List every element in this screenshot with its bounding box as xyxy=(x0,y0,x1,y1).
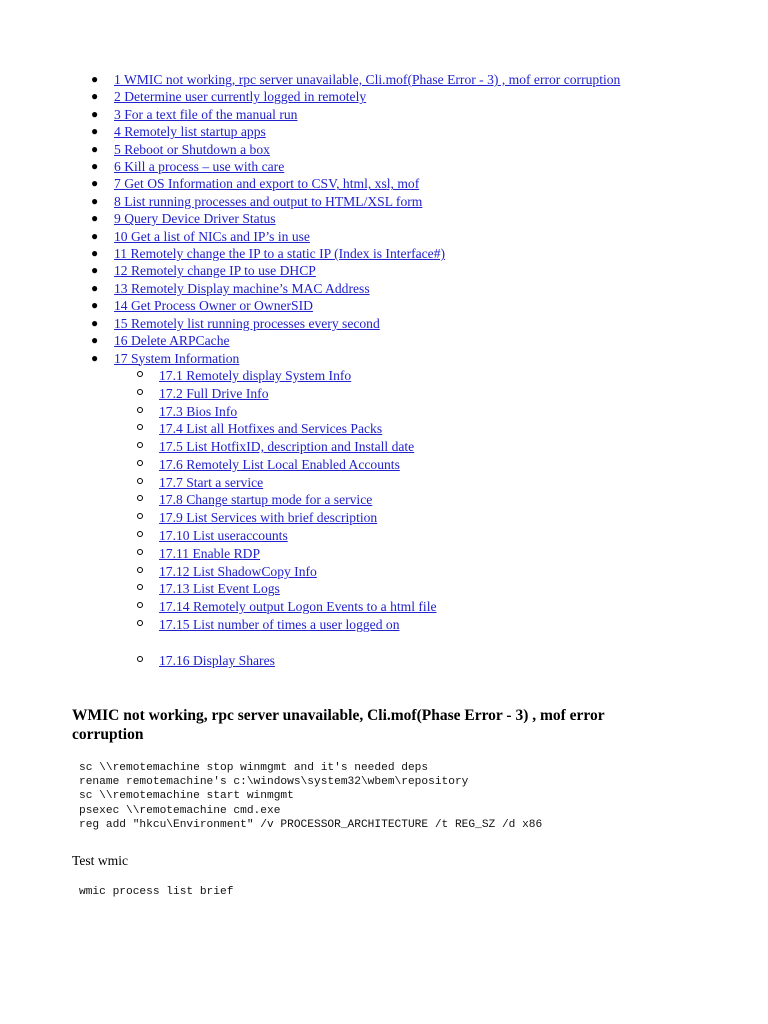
bullet-icon: ● xyxy=(91,263,99,278)
bullet-icon: ● xyxy=(91,141,99,156)
toc-item xyxy=(91,106,714,123)
toc-item xyxy=(91,262,714,279)
toc-sublist xyxy=(114,367,714,670)
bullet-icon: ● xyxy=(91,315,99,330)
toc-item xyxy=(91,280,714,297)
bullet-icon: ● xyxy=(91,280,99,295)
toc-item xyxy=(91,210,714,227)
toc-subitem xyxy=(159,456,714,474)
toc-link-14[interactable]: 14 Get Process Owner or OwnerSID xyxy=(114,298,313,314)
toc-sublink-17-8[interactable]: 17.8 Change startup mode for a service xyxy=(159,492,373,508)
toc-subitem xyxy=(159,616,714,634)
code-block xyxy=(79,761,542,832)
toc-sublink-17-7[interactable]: 17.7 Start a service xyxy=(159,474,264,490)
toc-subitem xyxy=(159,438,714,456)
circle-bullet-icon xyxy=(137,371,143,377)
toc-item xyxy=(91,141,714,158)
toc-item xyxy=(91,175,714,192)
circle-bullet-icon xyxy=(137,567,143,573)
circle-bullet-icon xyxy=(137,620,143,626)
circle-bullet-icon xyxy=(137,424,143,430)
toc-subitem xyxy=(159,491,714,509)
toc-link-11[interactable]: 11 Remotely change the IP to a static IP (Index is Interface#) xyxy=(114,246,446,262)
toc-item xyxy=(91,245,714,262)
code-line: sc \\remotemachine start winmgmt xyxy=(79,790,294,803)
toc-sublink-17-4[interactable]: 17.4 List all Hotfixes and Services Packs xyxy=(159,421,383,437)
toc-link-2[interactable]: 2 Determine user currently logged in remotely xyxy=(114,89,367,105)
bullet-icon: ● xyxy=(91,106,99,121)
toc-link-7[interactable]: 7 Get OS Information and export to CSV, html, xsl, mof xyxy=(114,176,420,192)
bullet-icon: ● xyxy=(91,176,99,191)
toc-item xyxy=(91,71,714,88)
circle-bullet-icon xyxy=(137,478,143,484)
test-code-block xyxy=(79,885,233,899)
toc-subitem xyxy=(159,527,714,545)
toc-link-6[interactable]: 6 Kill a process – use with care xyxy=(114,159,285,175)
toc-sublink-17-11[interactable]: 17.11 Enable RDP xyxy=(159,545,261,561)
toc-link-12[interactable]: 12 Remotely change IP to use DHCP xyxy=(114,263,316,279)
code-line: psexec \\remotemachine cmd.exe xyxy=(79,804,281,817)
bullet-icon: ● xyxy=(91,124,99,139)
toc-subitem xyxy=(159,545,714,563)
toc-item xyxy=(91,350,714,670)
toc-sublink-17-12[interactable]: 17.12 List ShadowCopy Info xyxy=(159,563,317,579)
toc-subitem xyxy=(159,474,714,492)
toc-sublink-17-16[interactable]: 17.16 Display Shares xyxy=(159,652,275,668)
toc-sublink-17-15[interactable]: 17.15 List number of times a user logged on xyxy=(159,617,400,633)
bullet-icon: ● xyxy=(91,159,99,174)
toc-link-10[interactable]: 10 Get a list of NICs and IP’s in use xyxy=(114,228,310,244)
bullet-icon: ● xyxy=(91,333,99,348)
bullet-icon: ● xyxy=(91,298,99,313)
toc-item xyxy=(91,332,714,349)
toc-subitem xyxy=(159,509,714,527)
section-heading: WMIC not working, rpc server unavailable, Cli.mof(Phase Error - 3) , mof error corruption xyxy=(72,707,605,743)
bullet-icon: ● xyxy=(91,193,99,208)
bullet-icon: ● xyxy=(91,89,99,104)
toc-link-8[interactable]: 8 List running processes and output to HTML/XSL form xyxy=(114,193,423,209)
circle-bullet-icon xyxy=(137,584,143,590)
toc-link-15[interactable]: 15 Remotely list running processes every second xyxy=(114,315,380,331)
toc-sublink-17-6[interactable]: 17.6 Remotely List Local Enabled Accounts xyxy=(159,456,400,472)
bullet-icon: ● xyxy=(91,228,99,243)
code-line: wmic process list brief xyxy=(79,886,234,898)
circle-bullet-icon xyxy=(137,389,143,395)
circle-bullet-icon xyxy=(137,495,143,501)
toc-item xyxy=(91,228,714,245)
circle-bullet-icon xyxy=(137,407,143,413)
toc-sublink-17-14[interactable]: 17.14 Remotely output Logon Events to a html file xyxy=(159,599,437,615)
circle-bullet-icon xyxy=(137,460,143,466)
bullet-icon: ● xyxy=(91,350,99,365)
toc-item xyxy=(91,88,714,105)
toc-sublink-17-10[interactable]: 17.10 List useraccounts xyxy=(159,528,288,544)
bullet-icon: ● xyxy=(91,211,99,226)
toc-item xyxy=(91,193,714,210)
toc-item xyxy=(91,297,714,314)
circle-bullet-icon xyxy=(137,549,143,555)
code-line: reg add "hkcu\Environment" /v PROCESSOR_ARCHITECTURE /t REG_SZ /d x86 xyxy=(79,818,543,831)
toc-item xyxy=(91,158,714,175)
toc-link-5[interactable]: 5 Reboot or Shutdown a box xyxy=(114,141,270,157)
code-line: rename remotemachine's c:\windows\system32\wbem\repository xyxy=(79,776,469,789)
toc-subitem xyxy=(159,367,714,385)
toc-sublink-17-13[interactable]: 17.13 List Event Logs xyxy=(159,581,280,597)
toc-link-13[interactable]: 13 Remotely Display machine’s MAC Address xyxy=(114,280,370,296)
toc-item xyxy=(91,315,714,332)
toc-subitem xyxy=(159,598,714,616)
code-line: sc \\remotemachine stop winmgmt and it's needed deps xyxy=(79,762,429,774)
circle-bullet-icon xyxy=(137,531,143,537)
test-wmic-label: Test wmic xyxy=(72,853,129,868)
bullet-icon: ● xyxy=(91,72,99,86)
toc-item xyxy=(91,123,714,140)
circle-bullet-icon xyxy=(137,442,143,448)
toc-subitem xyxy=(159,420,714,438)
circle-bullet-icon xyxy=(137,513,143,519)
toc-link-9[interactable]: 9 Query Device Driver Status xyxy=(114,211,276,227)
toc-link-16[interactable]: 16 Delete ARPCache xyxy=(114,333,230,349)
table-of-contents xyxy=(72,71,714,670)
toc-link-1[interactable]: 1 WMIC not working, rpc server unavailable, Cli.mof(Phase Error - 3) , mof error corruption xyxy=(114,72,621,87)
toc-subitem xyxy=(159,385,714,403)
toc-link-17[interactable]: 17 System Information xyxy=(114,350,240,366)
toc-sublink-17-5[interactable]: 17.5 List HotfixID, description and Install date xyxy=(159,439,415,455)
toc-link-4[interactable]: 4 Remotely list startup apps xyxy=(114,124,266,140)
toc-subitem xyxy=(159,563,714,581)
circle-bullet-icon xyxy=(137,656,143,662)
toc-sublink-17-1[interactable]: 17.1 Remotely display System Info xyxy=(159,367,352,383)
toc-sublink-17-3[interactable]: 17.3 Bios Info xyxy=(159,403,238,419)
toc-subitem xyxy=(159,580,714,598)
toc-subitem xyxy=(159,403,714,421)
toc-sublink-17-2[interactable]: 17.2 Full Drive Info xyxy=(159,385,269,401)
bullet-icon: ● xyxy=(91,246,99,261)
toc-sublink-17-9[interactable]: 17.9 List Services with brief description xyxy=(159,510,378,526)
toc-link-3[interactable]: 3 For a text file of the manual run xyxy=(114,106,298,122)
circle-bullet-icon xyxy=(137,602,143,608)
toc-subitem xyxy=(159,652,714,670)
